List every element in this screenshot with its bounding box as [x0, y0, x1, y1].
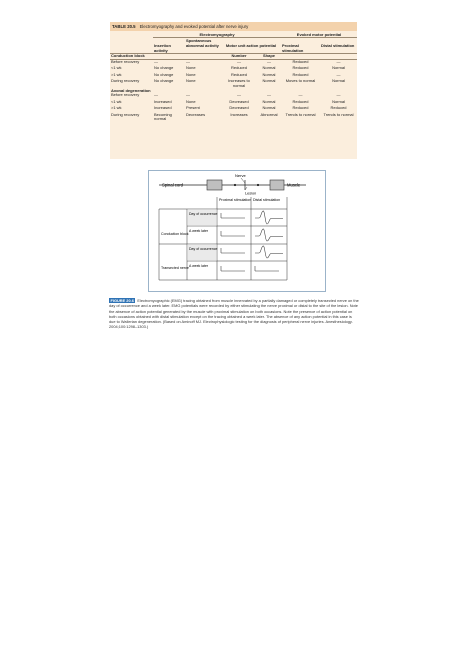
table-cell: Abnormal [260, 112, 278, 117]
col-distal: Distal stimulation [321, 43, 355, 49]
table-cell: — [186, 59, 190, 64]
table-cell: Reduced [292, 106, 309, 111]
table-cell: — [267, 59, 271, 64]
sub-shape: Shape [257, 54, 281, 59]
table-row [110, 113, 357, 122]
table-cell: — [336, 93, 341, 98]
table-cell: — [336, 59, 341, 64]
trace-dist-3 [255, 246, 283, 258]
table-cell: Reduced [292, 59, 309, 64]
table-cell: Decreased [229, 99, 249, 104]
cell-week-1: A week later [189, 229, 209, 233]
table-cell: No change [154, 66, 174, 71]
axonal-rows [110, 93, 357, 121]
table-cell: Increases to normal [228, 79, 250, 88]
proximal-stim-point [234, 184, 236, 186]
table-row [110, 59, 357, 66]
table-cell: None [186, 99, 196, 104]
table-cell: Trends to normal [323, 112, 354, 117]
row-label: During recovery [111, 112, 140, 117]
row-label: >1 wk [111, 72, 122, 77]
col-insertion: Insertion activity [154, 43, 171, 53]
emg-figure [148, 170, 326, 292]
emg-diagram [149, 171, 325, 291]
label-lesion: Lesion [245, 191, 257, 196]
cell-day-2: Day of occurrence [189, 247, 218, 251]
table-title: Electromyography and evoked potential after nerve injury [139, 24, 249, 29]
table-cell: — [154, 59, 158, 64]
figure-caption [109, 298, 359, 330]
table-cell: No change [154, 79, 174, 84]
conduction-rows [110, 59, 357, 88]
nerve-injury-table [110, 22, 357, 159]
table-cell: None [186, 72, 196, 77]
table-cell: Normal [332, 99, 345, 104]
table-cell: — [298, 93, 303, 98]
header-distal: Distal stimulation [253, 198, 281, 202]
col-mua: Motor unit action potential [225, 43, 277, 49]
figure-label: FIGURE 20.6 [110, 298, 134, 303]
table-cell: Normal [332, 79, 345, 84]
table-cell: Normal [262, 79, 276, 84]
table-cell: — [154, 93, 158, 98]
table-number: TABLE 20.5 [112, 24, 136, 29]
col-spontaneous: Spontaneous abnormal activity [186, 38, 219, 48]
caption-text: Electromyographic (EMG) tracing obtained from muscle innervated by a partially damaged or completely transected nerve on the day of occurrence and a week later. EMG potentials were recorded by either stimulating the nerve proximal or distal to the site of the lesion. Note the absence of action potential generated by the muscle with proximal stimulation on both occasions. Note the presence of action potential on both occasions obtained with distal stimulation except on the tracing obtained a week later. The absence of any action potential in this case is due to Wallerian degeneration. (Based on Aminoff MJ. Electrophysiologic testing for the diagnosis of peripheral nerve injuries. Anesthesiology. 2004;100:1298–1303.) [109, 298, 359, 330]
table-title-bar [110, 22, 357, 31]
header-proximal: Proximal stimulation [219, 198, 252, 202]
trace-dist-2 [255, 229, 283, 241]
col-proximal: Proximal stimulation [282, 43, 304, 53]
table-cell: Present [186, 106, 200, 111]
spinal-cord-block [207, 180, 222, 190]
table-cell: Becoming normal [154, 112, 172, 122]
table-cell: None [186, 66, 196, 71]
table-cell: None [186, 79, 196, 84]
table-cell: Reduced [230, 72, 247, 77]
row-transected-nerve: Transected nerve [161, 266, 189, 270]
trace-prox-2 [221, 231, 245, 236]
trace-prox-4 [221, 266, 245, 271]
table-cell: — [237, 93, 241, 98]
row-label: >1 wk [111, 106, 122, 111]
row-label: <1 wk [111, 99, 122, 104]
nerve-pointer [241, 178, 245, 183]
table-cell: Increased [154, 99, 172, 104]
row-label: <1 wk [111, 66, 122, 71]
table-cell: Normal [332, 66, 345, 71]
table-cell: Trends to normal [285, 112, 316, 117]
distal-stim-point [257, 184, 259, 186]
row-conduction-block: Conduction block [161, 232, 189, 236]
trace-dist-1 [255, 211, 283, 224]
section-axonal: Axonal degeneration [111, 87, 151, 93]
cell-week-2: A week later [189, 264, 209, 268]
table-column-header [110, 38, 357, 54]
table-cell: Reduced [292, 72, 309, 77]
label-spinal-cord: Spinal cord [162, 182, 183, 188]
table-cell: Normal [262, 66, 276, 71]
table-cell: Reduced [292, 99, 309, 104]
table-cell: Decreases [186, 112, 206, 117]
table-cell: Increased [154, 106, 172, 111]
table-cell: Normal [262, 106, 276, 111]
table-cell: Reduced [330, 106, 347, 111]
table-cell: — [336, 72, 341, 77]
group-evoked: Evoked motor potential [281, 32, 357, 38]
sub-number: Number [221, 54, 257, 59]
label-nerve: Nerve [235, 173, 246, 178]
table-cell: — [237, 59, 241, 64]
table-cell: Reduced [230, 66, 247, 71]
trace-dist-4 [255, 266, 279, 271]
cell-day-1: Day of occurrence [189, 212, 218, 216]
table-cell: Reduced [292, 66, 309, 71]
section-conduction: Conduction block [110, 54, 153, 59]
row-label: During recovery [111, 79, 140, 84]
label-muscle: Muscle [287, 182, 301, 188]
table-cell: Normal [262, 72, 276, 77]
row-label: Before recovery [111, 59, 140, 64]
table-cell: No change [154, 72, 174, 77]
table-cell: Decreased [229, 106, 249, 111]
muscle-block [270, 180, 284, 190]
trace-prox-3 [221, 248, 245, 253]
table-body [110, 32, 357, 122]
table-cell: Moves to normal [285, 79, 316, 84]
table-cell: Normal [262, 99, 276, 104]
table-cell: — [186, 93, 190, 98]
row-label: Before recovery [111, 93, 140, 98]
table-cell: Increases [230, 112, 248, 117]
table-row [110, 79, 357, 88]
group-emg: Electromyography [153, 32, 281, 38]
table-cell: — [267, 93, 271, 98]
trace-prox-1 [221, 213, 245, 218]
